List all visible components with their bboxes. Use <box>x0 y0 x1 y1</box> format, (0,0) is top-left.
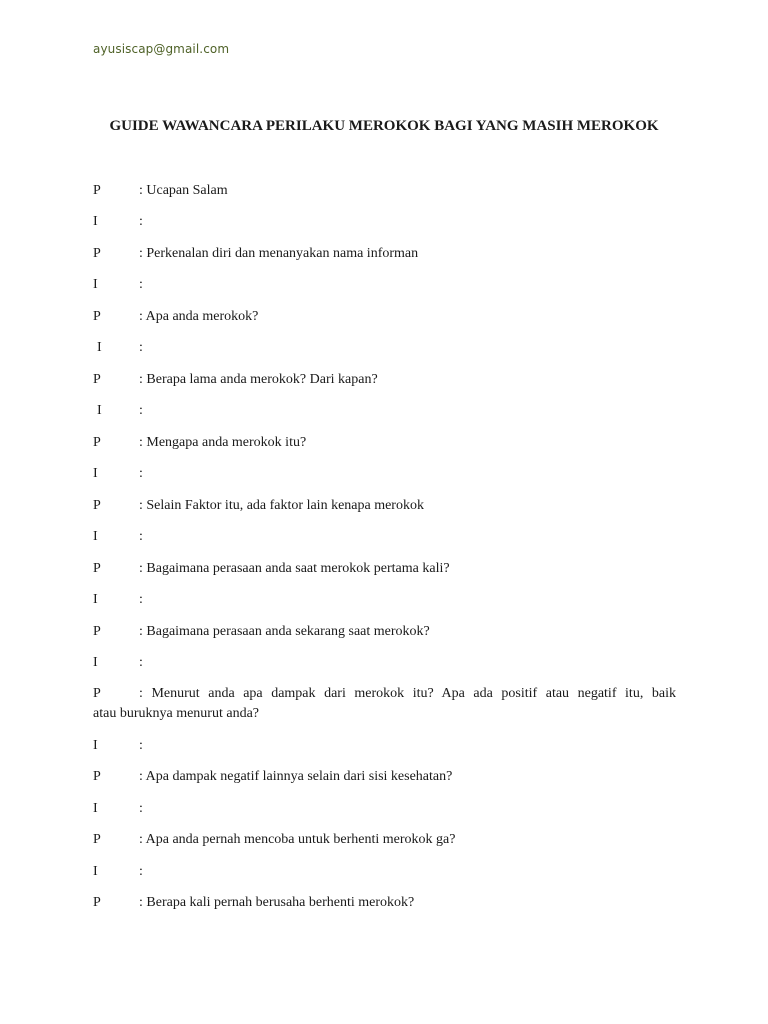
speaker-label: I <box>93 738 98 753</box>
speaker-label: P <box>93 246 101 261</box>
line-text: : <box>139 340 143 355</box>
line-text: : <box>139 214 143 229</box>
line-text: : Bagaimana perasaan anda sekarang saat merokok? <box>139 624 430 639</box>
line-text: : <box>139 864 143 879</box>
speaker-label: I <box>97 403 102 418</box>
line-text: : <box>139 801 143 816</box>
speaker-label: I <box>93 529 98 544</box>
line-text: : Perkenalan diri dan menanyakan nama informan <box>139 246 419 261</box>
line-text: : <box>139 529 143 544</box>
speaker-label: P <box>93 435 101 450</box>
speaker-label: P <box>93 372 101 387</box>
line-text-continuation: atau buruknya menurut anda? <box>93 706 259 721</box>
speaker-label: I <box>97 340 102 355</box>
line-text: : <box>139 655 143 670</box>
line-text: : Berapa kali pernah berusaha berhenti merokok? <box>139 895 415 910</box>
speaker-label: P <box>93 769 101 784</box>
line-text: : <box>139 592 143 607</box>
speaker-label: I <box>93 277 98 292</box>
speaker-label: P <box>93 832 101 847</box>
author-email: ayusiscap@gmail.com <box>93 42 230 56</box>
speaker-label: I <box>93 214 98 229</box>
speaker-label: I <box>93 466 98 481</box>
line-text: : Selain Faktor itu, ada faktor lain kenapa merokok <box>139 498 424 513</box>
line-text: : <box>139 738 143 753</box>
line-text: : <box>139 403 143 418</box>
line-text: : Apa anda merokok? <box>139 309 259 324</box>
line-text: : Apa dampak negatif lainnya selain dari sisi kesehatan? <box>139 769 453 784</box>
line-text: : Mengapa anda merokok itu? <box>139 435 307 450</box>
speaker-label: P <box>93 895 101 910</box>
line-text: : <box>139 466 143 481</box>
line-text: : Berapa lama anda merokok? Dari kapan? <box>139 372 378 387</box>
speaker-label: I <box>93 592 98 607</box>
line-text: : <box>139 277 143 292</box>
document-title: GUIDE WAWANCARA PERILAKU MEROKOK BAGI YANG MASIH MEROKOK <box>109 118 659 134</box>
speaker-label: P <box>93 624 101 639</box>
speaker-label: P <box>93 561 101 576</box>
line-text: : Ucapan Salam <box>139 183 228 198</box>
interview-line <box>93 684 676 724</box>
speaker-label: I <box>93 864 98 879</box>
speaker-label: I <box>93 801 98 816</box>
line-text: : Menurut anda apa dampak dari merokok itu? Apa ada positif atau negatif itu, baik <box>139 686 676 701</box>
speaker-label: P <box>93 309 101 324</box>
line-text: : Apa anda pernah mencoba untuk berhenti merokok ga? <box>139 832 456 847</box>
speaker-label: P <box>93 498 101 513</box>
speaker-label: P <box>93 183 101 198</box>
speaker-label: I <box>93 655 98 670</box>
speaker-label: P <box>93 686 101 701</box>
line-text: : Bagaimana perasaan anda saat merokok pertama kali? <box>139 561 450 576</box>
